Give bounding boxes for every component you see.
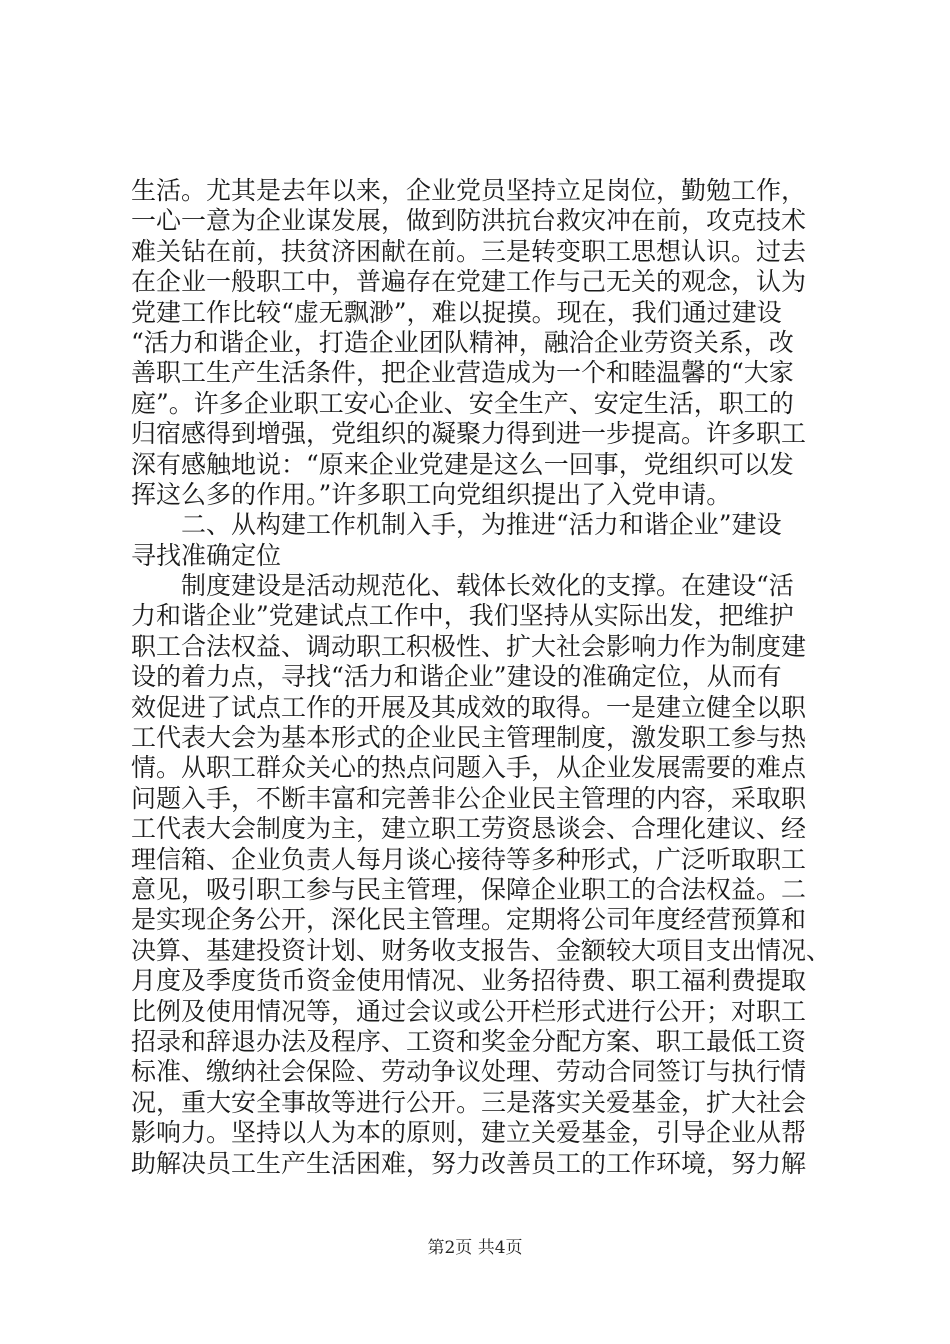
body-text-line: 比例及使用情况等，通过会议或公开栏形式进行公开；对职工 <box>131 996 807 1026</box>
body-text-line: 效促进了试点工作的开展及其成效的取得。一是建立健全以职 <box>131 692 807 722</box>
body-text-line: 党建工作比较“虚无飘渺”，难以捉摸。现在，我们通过建设 <box>131 297 782 327</box>
body-text-line: 二、从构建工作机制入手，为推进“活力和谐企业”建设 <box>131 510 782 540</box>
body-text-line: 生活。尤其是去年以来，企业党员坚持立足岗位，勤勉工作， <box>131 176 807 205</box>
body-text-line: 设的着力点，寻找“活力和谐企业”建设的准确定位，从而有 <box>131 662 782 692</box>
body-text-line: 制度建设是活动规范化、载体长效化的支撑。在建设“活 <box>131 571 794 601</box>
body-text-line: 一心一意为企业谋发展，做到防洪抗台救灾冲在前，攻克技术 <box>131 206 807 236</box>
body-text-line: 职工合法权益、调动职工积极性、扩大社会影响力作为制度建 <box>131 631 807 661</box>
body-text-line: 标准、缴纳社会保险、劳动争议处理、劳动合同签订与执行情 <box>131 1057 807 1087</box>
body-text-line: 理信箱、企业负责人每月谈心接待等多种形式，广泛听取职工 <box>131 844 807 874</box>
body-text-line: 归宿感得到增强，党组织的凝聚力得到进一步提高。许多职工 <box>131 419 807 449</box>
page-number-footer: 第2页 共4页 <box>427 1238 523 1258</box>
body-text-line: 工代表大会制度为主，建立职工劳资恳谈会、合理化建议、经 <box>131 814 807 844</box>
body-text-line: 挥这么多的作用。”许多职工向党组织提出了入党申请。 <box>131 479 732 509</box>
body-text-line: 影响力。坚持以人为本的原则，建立关爱基金，引导企业从帮 <box>131 1118 807 1148</box>
body-text-line: 难关钻在前，扶贫济困献在前。三是转变职工思想认识。过去 <box>131 236 807 266</box>
body-text-line: 庭”。许多企业职工安心企业、安全生产、安定生活，职工的 <box>131 388 794 418</box>
body-text-line: 意见，吸引职工参与民主管理，保障企业职工的合法权益。二 <box>131 874 807 904</box>
body-text-line: “活力和谐企业，打造企业团队精神，融洽企业劳资关系，改 <box>131 327 794 357</box>
body-text-line: 善职工生产生活条件，把企业营造成为一个和睦温馨的“大家 <box>131 358 794 388</box>
body-text-line: 在企业一般职工中，普遍存在党建工作与己无关的观念，认为 <box>131 267 807 297</box>
body-text-line: 况，重大安全事故等进行公开。三是落实关爱基金，扩大社会 <box>131 1087 807 1117</box>
body-text-line: 招录和辞退办法及程序、工资和奖金分配方案、职工最低工资 <box>131 1026 807 1056</box>
body-text-line: 工代表大会为基本形式的企业民主管理制度，激发职工参与热 <box>131 723 807 753</box>
body-text-line: 情。从职工群众关心的热点问题入手，从企业发展需要的难点 <box>131 753 807 783</box>
body-text-line: 力和谐企业”党建试点工作中，我们坚持从实际出发，把维护 <box>131 601 794 631</box>
document-body <box>131 176 831 1179</box>
body-text-line: 助解决员工生产生活困难，努力改善员工的工作环境，努力解 <box>131 1148 807 1178</box>
body-text-line: 问题入手，不断丰富和完善非公企业民主管理的内容，采取职 <box>131 783 807 813</box>
body-text-line: 寻找准确定位 <box>131 540 282 570</box>
body-text-line: 决算、基建投资计划、财务收支报告、金额较大项目支出情况、 <box>131 935 832 965</box>
body-text-line: 月度及季度货币资金使用情况、业务招待费、职工福利费提取 <box>131 966 807 996</box>
body-text-line: 深有感触地说：“原来企业党建是这么一回事，党组织可以发 <box>131 449 794 479</box>
body-text-line: 是实现企务公开，深化民主管理。定期将公司年度经营预算和 <box>131 905 807 935</box>
